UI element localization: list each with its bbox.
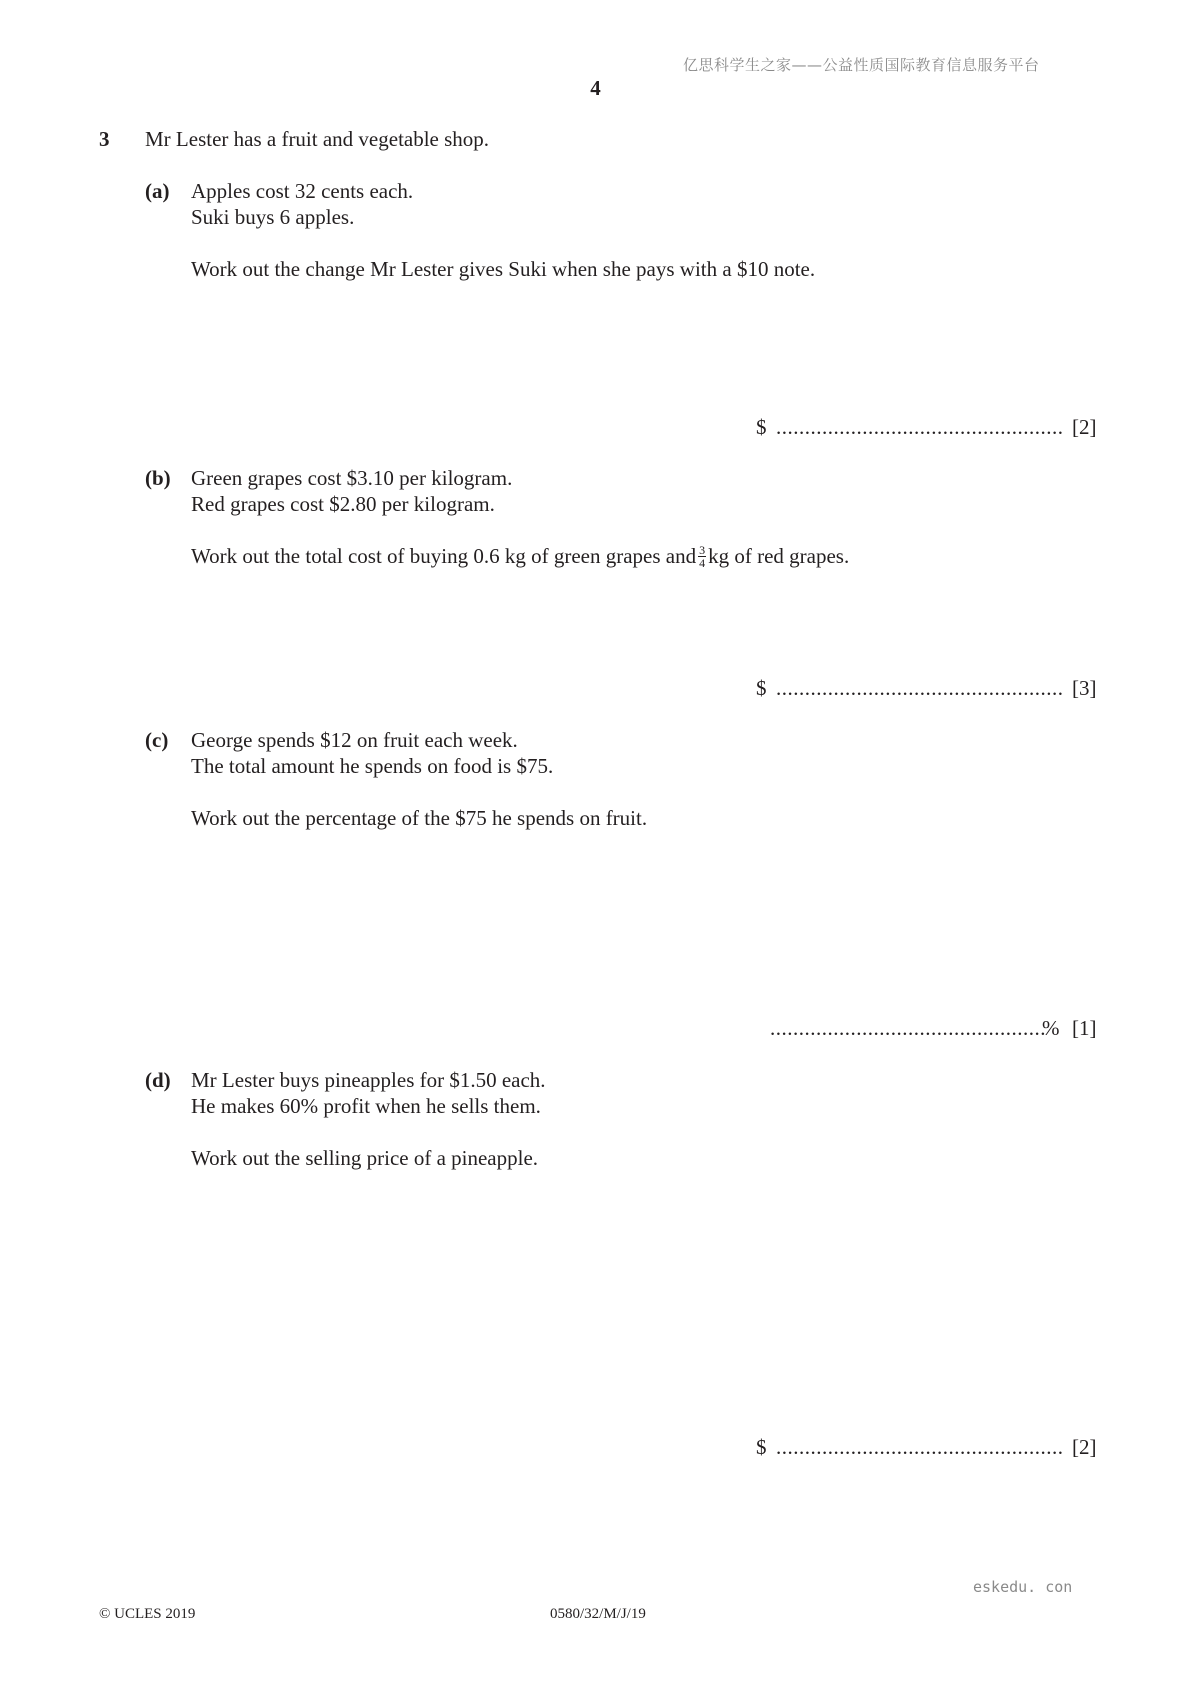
part-a-line2: Suki buys 6 apples. [191,205,355,229]
part-c-line1: George spends $12 on fruit each week. [191,728,518,752]
part-b-label: (b) [145,466,171,490]
part-b-line1: Green grapes cost $3.10 per kilogram. [191,466,513,490]
part-a-marks: [2] [1072,415,1097,439]
watermark-top: 亿思科学生之家——公益性质国际教育信息服务平台 [683,56,1040,74]
part-b-instruction [191,543,849,571]
part-c-answer-suffix: % [1042,1016,1060,1040]
part-a-answer-line[interactable]: .................................................. [776,415,1064,439]
part-b-answer-prefix: $ [756,676,767,700]
fraction-three-quarters [698,544,706,569]
part-c-answer-line[interactable]: ................................................ [770,1016,1046,1040]
part-b-line2: Red grapes cost $2.80 per kilogram. [191,492,495,516]
question-number: 3 [99,127,110,151]
part-a-answer-prefix: $ [756,415,767,439]
part-a-instruction: Work out the change Mr Lester gives Suki when she pays with a $10 note. [191,257,816,281]
part-d-instruction: Work out the selling price of a pineapple. [191,1146,539,1170]
part-b-instruction-end: kg of red grapes. [708,544,850,568]
part-a-line1: Apples cost 32 cents each. [191,179,414,203]
part-c-line2: The total amount he spends on food is $75. [191,754,554,778]
part-c-label: (c) [145,728,169,752]
part-d-marks: [2] [1072,1435,1097,1459]
part-b-answer-line[interactable]: .................................................. [776,676,1064,700]
footer-code: 0580/32/M/J/19 [550,1606,646,1622]
question-stem: Mr Lester has a fruit and vegetable shop. [145,127,490,151]
part-b-instruction-start: Work out the total cost of buying 0.6 kg of green grapes and [191,544,697,568]
part-d-answer-line[interactable]: .................................................. [776,1435,1064,1459]
page-number: 4 [590,76,601,100]
footer-copyright: © UCLES 2019 [99,1606,196,1622]
fraction-numerator: 3 [699,542,706,557]
part-d-line1: Mr Lester buys pineapples for $1.50 each. [191,1068,546,1092]
part-c-marks: [1] [1072,1016,1097,1040]
part-b-marks: [3] [1072,676,1097,700]
part-d-label: (d) [145,1068,171,1092]
fraction-denominator: 4 [699,555,706,570]
part-c-instruction: Work out the percentage of the $75 he spends on fruit. [191,806,648,830]
part-d-answer-prefix: $ [756,1435,767,1459]
part-a-label: (a) [145,179,170,203]
watermark-bottom: eskedu. con [973,1578,1073,1596]
part-d-line2: He makes 60% profit when he sells them. [191,1094,541,1118]
